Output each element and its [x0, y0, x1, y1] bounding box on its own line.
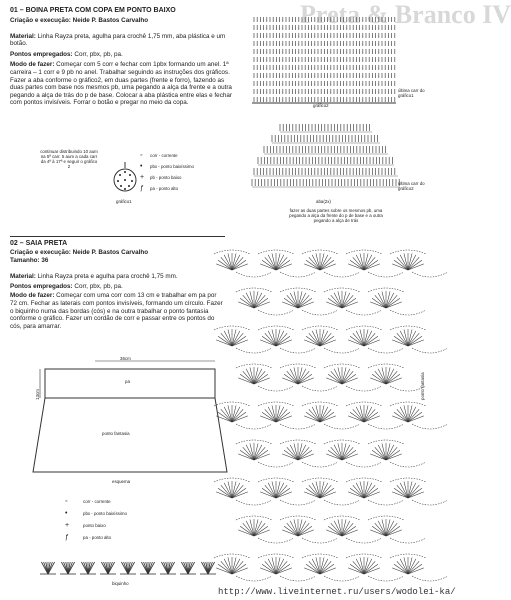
legend-item-pb: + pb - ponto baixo	[140, 174, 182, 181]
section1-credit: Criação e execução: Neide P. Bastos Carvalho	[10, 17, 149, 24]
pa-label: pa	[125, 379, 130, 384]
section1-method	[10, 61, 232, 107]
grafico1-note: continuar distribuindo 10 aum na 5ª carr. 5 aum a cada carr da 4ª à 17ª e seguir o gráfico 2	[40, 149, 98, 169]
legend-item-pa: ƒ pa - ponto alto	[65, 533, 112, 541]
section2-legend	[65, 495, 175, 543]
legend-item-pbx: • pbx - ponto baixíssimo	[140, 163, 194, 170]
legend-item-corr: ◦ corr - corrente	[65, 497, 111, 505]
dim-width: 36cm	[120, 356, 131, 361]
ponto-fantasia-label: ponto fantasia	[102, 431, 130, 436]
section2-points	[10, 283, 225, 291]
legend-item-pbx: • pbx - ponto baixíssimo	[65, 509, 127, 517]
method-text: Começar com 5 corr e fechar com 1pbx formando um anel. 1ª carreira – 1 corr e 9 pb no anel. Trabalhar seguindo as instruções dos gráficos. Fazer a aba conforme o gráfico2, em duas partes (frente e forro), fazendo as duas partes com base nos mesmos pb, uma pegando a alça da frente e a outra pegando a alça de trás do p de base. Colocar a aba plástica entre elas e fechar com pontos invisíveis. Forrar o botão e pregar no meio da copa.	[10, 61, 232, 107]
method-label: Modo de fazer:	[10, 61, 55, 69]
section2-text	[10, 240, 225, 330]
section1-title: 01 – BOINA PRETA COM COPA EM PONTO BAIXO	[10, 7, 176, 14]
section2-credit: Criação e execução: Neide P. Bastos Carvalho	[10, 249, 149, 256]
aba-label: aba(2x)	[316, 199, 331, 204]
method-text: Começar com uma corr com 13 cm e trabalhar em pa por 72 cm. Fechar as laterais com pontos invisíveis, formando um círculo. Fazer o biquinho numa das bordas (cós) e na outra trabalhar o ponto fantasia conforme o gráfico. Fazer um cordão de corr e passar entre os pontos do cós, para amarrar.	[10, 292, 223, 330]
section2-material	[10, 273, 225, 281]
double-crochet-icon: ƒ	[140, 185, 144, 192]
esquema-label: esquema	[112, 479, 131, 484]
fan-stitch-chart	[226, 240, 426, 590]
material-text: Linha Rayza preta e agulha para crochê 1,75 mm.	[35, 273, 178, 281]
method-label: Modo de fazer:	[10, 292, 55, 300]
legend-item-corr: ◦ corr - corrente	[140, 152, 178, 159]
single-crochet-icon: +	[65, 521, 70, 529]
section2-title: 02 – SAIA PRETA	[10, 240, 68, 247]
points-text: Corr, pbx, pb, pa.	[72, 282, 123, 290]
slip-stitch-icon: •	[140, 163, 143, 170]
section-divider	[10, 236, 225, 237]
section2-size: Tamanho: 36	[10, 256, 49, 264]
section1-text	[10, 7, 238, 107]
grafico1-chart	[250, 16, 400, 111]
fan-chart-side-label: ponto fantasia	[420, 372, 425, 400]
grafico2-chart	[250, 122, 410, 202]
section1-material	[10, 33, 232, 48]
ultima2-label: última carr do gráfico2	[398, 181, 425, 191]
grafico1-label: gráfico1	[116, 199, 132, 204]
skirt-schematic	[35, 355, 215, 485]
aba-note: fazer as duas partes sobre os mesmos pb, uma pegando a alça da frente do p de base e a outra pegando a alça de trás	[289, 208, 383, 223]
ultima1-label: última carr do gráfico1	[398, 88, 425, 98]
biquinho-diagram	[40, 558, 230, 578]
slip-stitch-icon: •	[65, 509, 68, 517]
grafico2-top-label: gráfico2	[313, 103, 329, 108]
watermark-title: Preta & Branco IV	[300, 0, 511, 29]
legend-item-pa: ƒ pa - ponto alto	[140, 185, 179, 192]
material-label: Material:	[10, 273, 36, 281]
chain-icon: ◦	[140, 152, 143, 159]
chain-icon: ◦	[65, 497, 68, 505]
footer-url[interactable]: http://www.liveinternet.ru/users/wodolei-ka/	[218, 587, 456, 597]
legend-item-pb: + ponto baixo	[65, 521, 106, 529]
points-label: Pontos empregados:	[10, 50, 73, 58]
double-crochet-icon: ƒ	[65, 533, 69, 541]
section2-method	[10, 292, 225, 330]
dim-height: 13cm	[34, 389, 40, 400]
material-text: Linha Rayza preta, agulha para crochê 1,75 mm, aba plástica e um botão.	[10, 32, 226, 48]
points-text: Corr, pbx, pb, pa.	[72, 50, 123, 58]
biquinho-label: biquinho	[112, 581, 129, 586]
single-crochet-icon: +	[140, 174, 145, 181]
material-label: Material:	[10, 32, 36, 40]
section1-points	[10, 51, 232, 59]
points-label: Pontos empregados:	[10, 282, 73, 290]
section1-legend	[140, 150, 240, 194]
